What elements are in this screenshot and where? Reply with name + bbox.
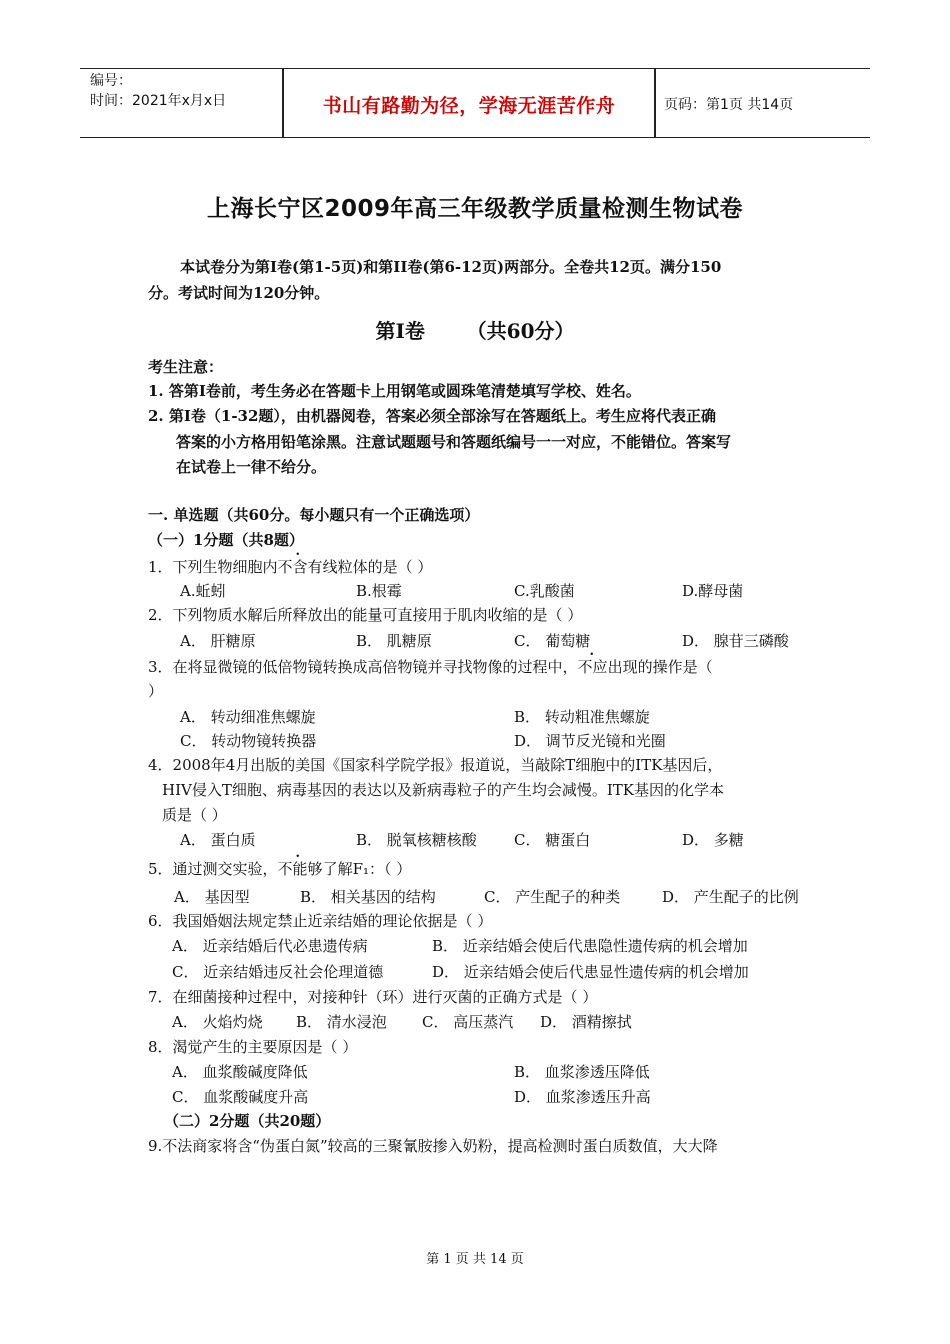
note-item: 在试卷上一律不给分。: [176, 458, 327, 476]
question-3-stem: [148, 656, 713, 677]
date-label: 时间：2021年x月x日: [90, 93, 227, 109]
q-text: 出现的操作是（: [607, 658, 713, 676]
option-b: B． 血浆渗透压降低: [514, 1063, 650, 1081]
option-d: D． 近亲结婚会使后代患显性遗传病的机会增加: [432, 963, 749, 981]
q-text: 线粒体的是（ ）: [322, 558, 433, 576]
option-c: C． 近亲结婚违反社会伦理道德: [172, 963, 384, 981]
option-c: C． 高压蒸汽: [422, 1013, 514, 1031]
option-b: B． 转动粗准焦螺旋: [514, 708, 650, 726]
option-d: D． 产生配子的比例: [662, 888, 799, 906]
option-d: D． 酒精擦拭: [540, 1013, 632, 1031]
option-b: B.根霉: [356, 582, 402, 600]
subsection-heading: （一）1分题（共8题）: [148, 531, 304, 549]
note-item: 1. 答第I卷前，考生务必在答题卡上用钢笔或圆珠笔清楚填写学校、姓名。: [148, 382, 641, 400]
option-a: A.蚯蚓: [180, 582, 226, 600]
q-text: 了解F₁：（ ）: [322, 860, 412, 878]
page-footer: 第 1 页 共 14 页: [426, 1252, 524, 1267]
option-c: C． 产生配子的种类: [484, 888, 621, 906]
question-4-stem-cont: 质是（ ）: [162, 806, 227, 824]
emphasis-text: 不能够: [277, 860, 323, 878]
question-9-stem: 9.不法商家将含“伪蛋白氮”较高的三聚氰胺掺入奶粉，提高检测时蛋白质数值，大大降: [148, 1137, 718, 1155]
note-item: 2. 第I卷（1-32题），由机器阅卷，答案必须全部涂写在答题纸上。考生应将代表正确: [148, 407, 716, 425]
option-c: C． 血浆酸碱度升高: [172, 1088, 309, 1106]
intro-paragraph: [148, 254, 808, 306]
option-d: D． 腺苷三磷酸: [682, 632, 789, 650]
notes-heading: 考生注意：: [148, 358, 224, 376]
option-d: D． 调节反光镜和光圈: [514, 732, 666, 750]
option-b: B． 相关基因的结构: [300, 888, 436, 906]
q-text: 1．下列生物细胞内: [148, 558, 278, 576]
question-1-stem: [148, 556, 432, 577]
option-c: C.乳酸菌: [514, 582, 575, 600]
option-a: A． 火焰灼烧: [172, 1013, 263, 1031]
section-heading: 一. 单选题（共60分。每小题只有一个正确选项）: [148, 506, 480, 524]
part-title: 第I卷 （共60分）: [375, 319, 575, 343]
intro-line: 本试卷分为第I卷(第1-5页)和第II卷(第6-12页)两部分。全卷共12页。满分150: [180, 258, 722, 276]
option-b: B． 肌糖原: [356, 632, 432, 650]
question-2-stem: 2．下列物质水解后所释放出的能量可直接用于肌肉收缩的是（ ）: [148, 606, 583, 624]
question-7-stem: 7．在细菌接种过程中，对接种针（环）进行灭菌的正确方式是（ ）: [148, 988, 598, 1006]
emphasis-text: 不应: [577, 658, 608, 676]
question-3-stem-cont: ）: [148, 682, 164, 700]
question-6-stem: 6．我国婚姻法规定禁止近亲结婚的理论依据是（ ）: [148, 912, 493, 930]
option-d: D． 多糖: [682, 831, 744, 849]
subsection-heading: （二）2分题（共20题）: [164, 1112, 331, 1130]
intro-line: 分。考试时间为120分钟。: [148, 284, 330, 302]
motto: 书山有路勤为径，学海无涯苦作舟: [322, 95, 616, 117]
question-4-stem: 4．2008年4月出版的美国《国家科学院学报》报道说，当敲除T细胞中的ITK基因后，: [148, 756, 723, 774]
option-a: A． 转动细准焦螺旋: [180, 708, 316, 726]
option-a: A． 蛋白质: [180, 831, 256, 849]
page-info: 页码：第1页 共14页: [664, 97, 794, 113]
option-a: A． 肝糖原: [180, 632, 256, 650]
exam-title: 上海长宁区2009年高三年级教学质量检测生物试卷: [206, 196, 743, 222]
option-a: A． 基因型: [174, 888, 250, 906]
option-b: B． 脱氧核糖核酸: [356, 831, 477, 849]
option-d: D.酵母菌: [682, 582, 744, 600]
option-a: A． 近亲结婚后代必患遗传病: [172, 937, 368, 955]
option-c: C． 糖蛋白: [514, 831, 591, 849]
q-text: 5．通过测交实验，: [148, 860, 278, 878]
divider: [654, 69, 656, 137]
q-text: 3．在将显微镜的低倍物镜转换成高倍物镜并寻找物像的过程中，: [148, 658, 578, 676]
header-table: [80, 68, 870, 138]
option-d: D． 血浆渗透压升高: [514, 1088, 651, 1106]
option-b: B． 清水浸泡: [296, 1013, 387, 1031]
header-left-cell: [90, 71, 226, 111]
option-c: C． 转动物镜转换器: [180, 732, 317, 750]
number-label: 编号：: [90, 73, 132, 89]
option-b: B． 近亲结婚会使后代患隐性遗传病的机会增加: [432, 937, 748, 955]
note-item: 答案的小方格用铅笔涂黑。注意试题题号和答题纸编号一一对应，不能错位。答案写: [176, 433, 732, 451]
question-5-stem: [148, 858, 411, 879]
emphasis-text: 不含有: [277, 558, 323, 576]
question-8-stem: 8．渴觉产生的主要原因是（ ）: [148, 1038, 358, 1056]
option-c: C． 葡萄糖: [514, 632, 591, 650]
question-4-stem-cont: HIV侵入T细胞、病毒基因的表达以及新病毒粒子的产生均会减慢。ITK基因的化学本: [162, 781, 724, 799]
option-a: A． 血浆酸碱度降低: [172, 1063, 308, 1081]
